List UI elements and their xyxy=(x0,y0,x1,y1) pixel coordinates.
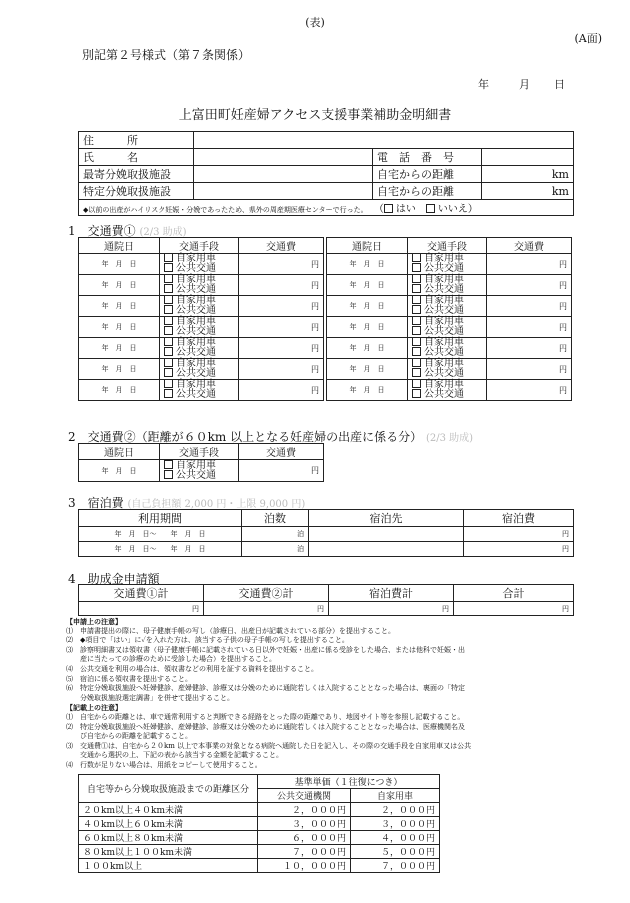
checkbox[interactable] xyxy=(412,305,421,314)
public-option[interactable]: 公共交通 xyxy=(164,306,238,316)
rate-public-header: 公共交通機関 xyxy=(258,789,351,803)
fill-note: び自宅からの距離を記載すること。 xyxy=(66,732,192,741)
rate-row xyxy=(79,831,440,845)
checkbox[interactable] xyxy=(164,274,173,283)
checkbox[interactable] xyxy=(412,295,421,304)
lodging-table xyxy=(78,509,574,557)
grand-total-field[interactable]: 円 xyxy=(454,602,574,616)
section2-title: 2 交通費②（距離が６０km 以上となる妊産婦の出産に係る分） (2/3 助成) xyxy=(68,430,474,444)
checkbox[interactable] xyxy=(412,379,421,388)
car-option[interactable]: 自家用車 xyxy=(412,296,486,306)
nearest-facility-field[interactable] xyxy=(194,166,373,183)
checkbox[interactable] xyxy=(412,253,421,262)
high-risk-note-row: ◆以前の出産がハイリスク妊娠・分娩であったため、県外の周産期医療センターで行った。 （ はい いいえ） xyxy=(79,200,574,216)
visit-date-field[interactable]: 年 月 日 xyxy=(327,254,408,275)
no-label: いいえ xyxy=(437,204,468,215)
col-header-date: 通院日 xyxy=(327,238,408,254)
section1-subsidy: (2/3 助成) xyxy=(139,227,187,238)
address-label: 住 所 xyxy=(79,132,194,149)
public-option[interactable]: 公共交通 xyxy=(412,327,486,337)
col-header-lodging-cost: 宿泊費 xyxy=(464,510,574,527)
visit-date-field[interactable]: 年 月 日 xyxy=(327,296,408,317)
checkbox[interactable] xyxy=(164,379,173,388)
visit-date-field[interactable]: 年 月 日 xyxy=(79,296,160,317)
checkbox[interactable] xyxy=(164,368,173,377)
checkbox[interactable] xyxy=(164,326,173,335)
rate-public: ２，０００円 xyxy=(258,803,351,817)
application-note: 分娩取扱施設選定調書」を併せて提出すること。 xyxy=(66,693,234,702)
checkbox[interactable] xyxy=(412,368,421,377)
col-header-cost: 交通費 xyxy=(239,238,324,254)
public-option[interactable]: 公共交通 xyxy=(412,306,486,316)
col-header-cost: 交通費 xyxy=(239,444,324,460)
cost-field[interactable]: 円 xyxy=(239,317,324,338)
place-field[interactable] xyxy=(309,542,464,557)
specific-facility-label: 特定分娩取扱施設 xyxy=(79,183,194,200)
checkbox[interactable] xyxy=(412,274,421,283)
fill-note: ⑵ 特定分娩取扱施設へ妊婦健診、産婦健診、診療又は分娩のために通院若しくは入院することとなった場合は、医療機関名及 xyxy=(66,722,465,731)
col-header-nights: 泊数 xyxy=(242,510,309,527)
fill-note: ⑴ 自宅からの距離とは、車で通常利用すると判断できる経路をとった際の距離であり、地図サイト等を参照し記載すること。 xyxy=(66,712,465,721)
lodging-total-field[interactable]: 円 xyxy=(329,602,454,616)
cost-field[interactable]: 円 xyxy=(487,359,572,380)
rate-public: ６，０００円 xyxy=(258,831,351,845)
public-option[interactable]: 公共交通 xyxy=(164,348,238,358)
public-option[interactable]: 公共交通 xyxy=(164,327,238,337)
checkbox[interactable] xyxy=(164,389,173,398)
checkbox[interactable] xyxy=(412,347,421,356)
km-unit: km xyxy=(551,167,569,181)
car-option[interactable]: 自家用車 xyxy=(412,338,486,348)
application-note: ⑷ 公共交通を利用の場合は、領収書などの利用を証する資料を提出すること。 xyxy=(66,664,318,673)
cost-field[interactable]: 円 xyxy=(239,380,324,401)
checkbox[interactable] xyxy=(164,358,173,367)
col-header-means: 交通手段 xyxy=(160,238,239,254)
visit-date-field[interactable]: 年 月 日 xyxy=(79,380,160,401)
rate-row xyxy=(79,803,440,817)
application-note: ⑴ 申請書提出の際に、母子健康手帳の写し（診療日、出産日が記載されている部分）を提出すること。 xyxy=(66,626,395,635)
rate-distance: ２０km以上４０km未満 xyxy=(79,803,258,817)
visit-date-field[interactable]: 年 月 日 xyxy=(79,338,160,359)
rate-distance: １００km以上 xyxy=(79,859,258,873)
col-header-cost: 交通費 xyxy=(487,238,572,254)
cost-field[interactable]: 円 xyxy=(487,275,572,296)
visit-date-field[interactable]: 年 月 日 xyxy=(327,380,408,401)
year-label: 年 xyxy=(478,78,489,91)
cost-field[interactable]: 円 xyxy=(239,338,324,359)
checkbox[interactable] xyxy=(412,263,421,272)
rate-distance-header: 自宅等から分娩取扱施設までの距離区分 xyxy=(79,775,258,803)
high-risk-note: ◆以前の出産がハイリスク妊娠・分娩であったため、県外の周産期医療センターで行った。 xyxy=(83,206,368,214)
notes-title: 【申請上の注意】 xyxy=(66,617,122,626)
checkbox[interactable] xyxy=(412,389,421,398)
cost-field[interactable]: 円 xyxy=(239,275,324,296)
rate-car: ７，０００円 xyxy=(351,859,440,873)
application-note: ⑶ 診察明細書又は領収書（母子健康手帳に記載されている日以外で妊娠・出産に係る受診をした場合、または他科で妊娠・出 xyxy=(66,645,465,654)
cost-field[interactable]: 円 xyxy=(487,254,572,275)
checkbox[interactable] xyxy=(164,263,173,272)
public-option[interactable]: 公共交通 xyxy=(164,264,238,274)
month-label: 月 xyxy=(519,78,530,91)
transport1-table-right xyxy=(326,237,572,401)
checkbox[interactable] xyxy=(164,295,173,304)
form-number: 別記第２号様式（第７条関係） xyxy=(82,48,251,62)
application-note: ⑵ ◆項目で「はい」に✓を入れた方は、該当する子供の母子手帳の写しを提出すること。 xyxy=(66,636,349,645)
application-amount-table xyxy=(78,584,574,616)
checkbox[interactable] xyxy=(412,316,421,325)
section3-title: 3 宿泊費 (自己負担額 2,000 円・上限 9,000 円) xyxy=(68,496,306,510)
section2-subsidy: (2/3 助成) xyxy=(425,433,474,444)
checkbox[interactable] xyxy=(412,284,421,293)
rate-row xyxy=(79,817,440,831)
fill-note: 交通から選択の上、下記の表から該当する金額を記載すること。 xyxy=(66,751,283,760)
side-a-label: (A面) xyxy=(574,32,602,45)
car-option[interactable]: 自家用車 xyxy=(164,461,238,471)
document-title: 上富田町妊産婦アクセス支援事業補助金明細書 xyxy=(178,108,452,123)
phone-field[interactable] xyxy=(482,149,574,166)
col-header-lodging-total: 宿泊費計 xyxy=(329,585,454,602)
yes-checkbox[interactable] xyxy=(384,204,393,213)
col-header-place: 宿泊先 xyxy=(309,510,464,527)
transport1-table-left xyxy=(78,237,324,401)
name-field[interactable] xyxy=(194,149,373,166)
checkbox[interactable] xyxy=(412,326,421,335)
checkbox[interactable] xyxy=(164,253,173,262)
car-option[interactable]: 自家用車 xyxy=(164,338,238,348)
cost-field[interactable]: 円 xyxy=(239,359,324,380)
public-option[interactable]: 公共交通 xyxy=(412,264,486,274)
cost-field[interactable]: 円 xyxy=(239,254,324,275)
date-line xyxy=(478,76,578,92)
period-field[interactable]: 年 月 日～ 年 月 日 xyxy=(79,542,242,557)
cost-field[interactable]: 円 xyxy=(487,380,572,401)
rate-distance: ６０km以上８０km未満 xyxy=(79,831,258,845)
public-option[interactable]: 公共交通 xyxy=(164,369,238,379)
visit-date-field[interactable]: 年 月 日 xyxy=(327,359,408,380)
transport2-total-field[interactable]: 円 xyxy=(204,602,329,616)
cost-field[interactable]: 円 xyxy=(487,317,572,338)
car-option[interactable]: 自家用車 xyxy=(412,254,486,264)
col-header-means: 交通手段 xyxy=(408,238,487,254)
fill-note: ⑶ 交通費①は、自宅から２０km 以上で本事業の対象となる病院へ通院した日を記入し、その際の交通手段を自家用車又は公共 xyxy=(66,741,472,750)
place-field[interactable] xyxy=(309,527,464,542)
specific-distance-field[interactable] xyxy=(482,183,574,200)
rate-public: １０，０００円 xyxy=(258,859,351,873)
checkbox[interactable] xyxy=(164,470,173,479)
public-option[interactable]: 公共交通 xyxy=(412,369,486,379)
rate-car: ４，０００円 xyxy=(351,831,440,845)
nearest-distance-label: 自宅からの距離 xyxy=(373,166,482,183)
specific-distance-label: 自宅からの距離 xyxy=(373,183,482,200)
visit-date-field[interactable]: 年 月 日 xyxy=(327,338,408,359)
section1-title: 1 交通費① (2/3 助成) xyxy=(68,224,187,238)
car-option[interactable]: 自家用車 xyxy=(164,359,238,369)
rate-row xyxy=(79,859,440,873)
period-field[interactable]: 年 月 日～ 年 月 日 xyxy=(79,527,242,542)
transport2-table xyxy=(78,443,324,482)
public-option[interactable]: 公共交通 xyxy=(164,471,238,481)
name-label: 氏 名 xyxy=(79,149,194,166)
col-header-period: 利用期間 xyxy=(79,510,242,527)
col-header-transport2-total: 交通費②計 xyxy=(204,585,329,602)
phone-label: 電 話 番 号 xyxy=(373,149,482,166)
rate-unit-header: 基準単価（１往復につき） xyxy=(258,775,440,789)
col-header-date: 通院日 xyxy=(79,238,160,254)
public-option[interactable]: 公共交通 xyxy=(412,390,486,400)
no-checkbox[interactable] xyxy=(426,204,435,213)
section4-title: 4 助成金申請額 xyxy=(68,572,160,586)
checkbox[interactable] xyxy=(412,337,421,346)
col-header-transport1-total: 交通費①計 xyxy=(79,585,204,602)
nearest-facility-label: 最寄分娩取扱施設 xyxy=(79,166,194,183)
visit-date-field[interactable]: 年 月 日 xyxy=(79,460,160,482)
car-option[interactable]: 自家用車 xyxy=(164,317,238,327)
fill-note: ⑷ 行数が足りない場合は、用紙をコピーして使用すること。 xyxy=(66,760,262,769)
rate-table xyxy=(78,774,440,873)
public-option[interactable]: 公共交通 xyxy=(412,285,486,295)
checkbox[interactable] xyxy=(412,358,421,367)
lodging-cost-field[interactable]: 円 xyxy=(464,527,574,542)
rate-distance: ８０km以上１００km未満 xyxy=(79,845,258,859)
col-header-means: 交通手段 xyxy=(160,444,239,460)
col-header-date: 通院日 xyxy=(79,444,160,460)
fill-notes-title: 【記載上の注意】 xyxy=(66,703,122,713)
visit-date-field[interactable]: 年 月 日 xyxy=(79,254,160,275)
specific-facility-field[interactable] xyxy=(194,183,373,200)
visit-date-field[interactable]: 年 月 日 xyxy=(79,317,160,338)
rate-car: ２，０００円 xyxy=(351,803,440,817)
rate-public: ３，０００円 xyxy=(258,817,351,831)
address-field[interactable] xyxy=(194,132,574,149)
visit-date-field[interactable]: 年 月 日 xyxy=(327,275,408,296)
car-option[interactable]: 自家用車 xyxy=(164,275,238,285)
checkbox[interactable] xyxy=(164,316,173,325)
lodging-cost-field[interactable]: 円 xyxy=(464,542,574,557)
day-label: 日 xyxy=(554,78,565,91)
transport1-total-field[interactable]: 円 xyxy=(79,602,204,616)
checkbox[interactable] xyxy=(164,284,173,293)
side-label: (表) xyxy=(305,16,325,29)
cost-field[interactable]: 円 xyxy=(239,296,324,317)
car-option[interactable]: 自家用車 xyxy=(412,275,486,285)
km-unit: km xyxy=(551,184,569,198)
cost-field[interactable]: 円 xyxy=(487,296,572,317)
checkbox[interactable] xyxy=(164,305,173,314)
application-note: 産に当たっての診療のために受診した場合）を提出すること。 xyxy=(66,655,276,664)
public-option[interactable]: 公共交通 xyxy=(164,390,238,400)
rate-public: ７，０００円 xyxy=(258,845,351,859)
application-notes xyxy=(66,617,586,771)
applicant-info-table xyxy=(78,131,574,216)
public-option[interactable]: 公共交通 xyxy=(164,285,238,295)
cost-field[interactable]: 円 xyxy=(487,338,572,359)
rate-row xyxy=(79,845,440,859)
nights-field[interactable]: 泊 xyxy=(242,542,309,557)
application-note: ⑸ 宿泊に係る領収書を提出すること。 xyxy=(66,674,192,683)
car-option[interactable]: 自家用車 xyxy=(412,317,486,327)
car-option[interactable]: 自家用車 xyxy=(164,254,238,264)
application-note: ⑹ 特定分娩取扱施設へ妊婦健診、産婦健診、診療又は分娩のために通院若しくは入院することとなった場合は、裏面の「特定 xyxy=(66,684,465,693)
checkbox[interactable] xyxy=(164,460,173,469)
car-option[interactable]: 自家用車 xyxy=(164,296,238,306)
nearest-distance-field[interactable] xyxy=(482,166,574,183)
section3-subsidy: (自己負担額 2,000 円・上限 9,000 円) xyxy=(127,499,306,510)
col-header-grand-total: 合計 xyxy=(454,585,574,602)
nights-field[interactable]: 泊 xyxy=(242,527,309,542)
visit-date-field[interactable]: 年 月 日 xyxy=(327,317,408,338)
checkbox[interactable] xyxy=(164,347,173,356)
car-option[interactable]: 自家用車 xyxy=(412,380,486,390)
visit-date-field[interactable]: 年 月 日 xyxy=(79,359,160,380)
visit-date-field[interactable]: 年 月 日 xyxy=(79,275,160,296)
rate-distance: ４０km以上６０km未満 xyxy=(79,817,258,831)
car-option[interactable]: 自家用車 xyxy=(164,380,238,390)
public-option[interactable]: 公共交通 xyxy=(412,348,486,358)
cost-field[interactable]: 円 xyxy=(239,460,324,482)
checkbox[interactable] xyxy=(164,337,173,346)
yes-label: はい xyxy=(395,204,416,215)
rate-car: ５，０００円 xyxy=(351,845,440,859)
rate-car: ３，０００円 xyxy=(351,817,440,831)
car-option[interactable]: 自家用車 xyxy=(412,359,486,369)
rate-car-header: 自家用車 xyxy=(351,789,440,803)
